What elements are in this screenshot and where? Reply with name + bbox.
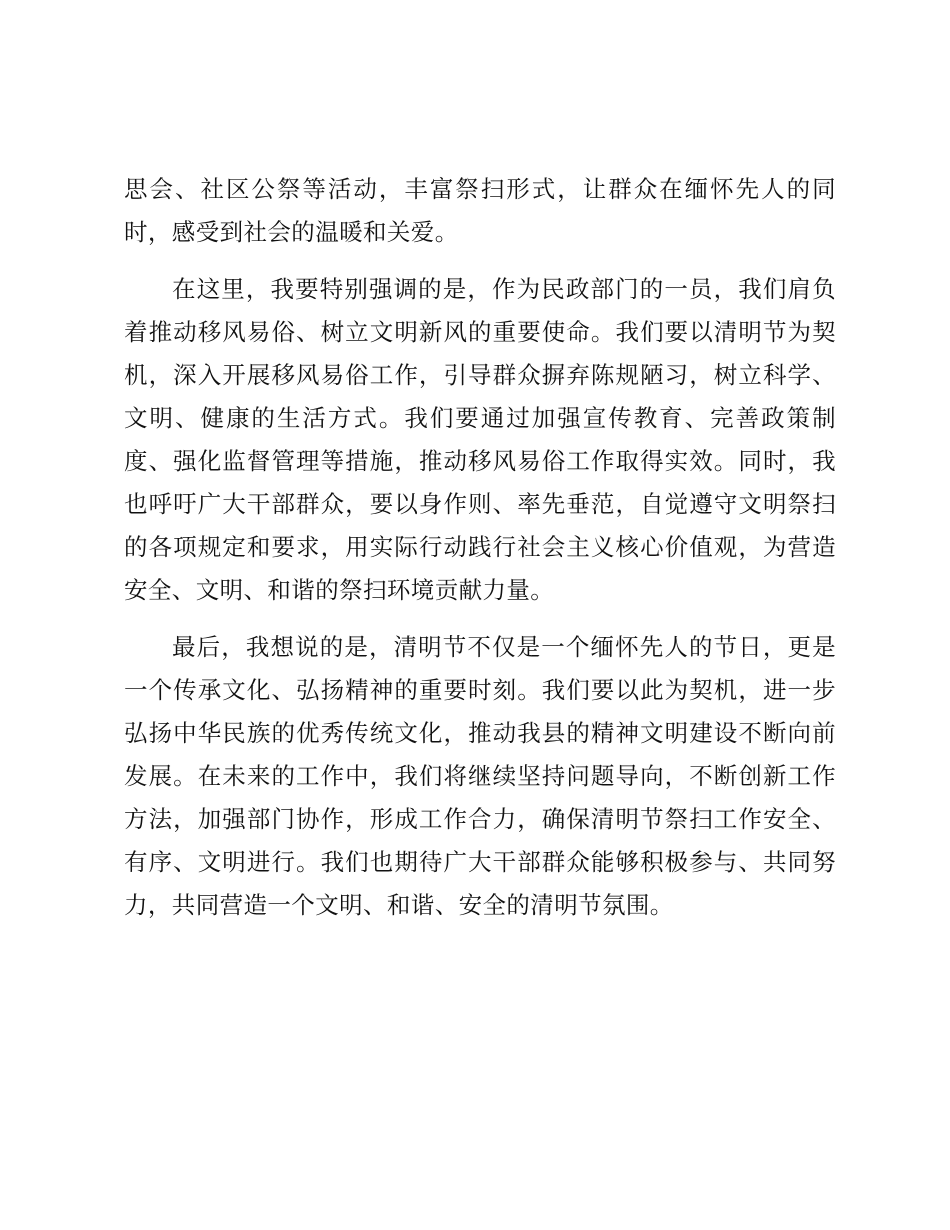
paragraph-continuation: 思会、社区公祭等活动，丰富祭扫形式，让群众在缅怀先人的同时，感受到社会的温暖和关爱。 — [124, 175, 836, 246]
paragraph-civil-affairs-emphasis: 在这里，我要特别强调的是，作为民政部门的一员，我们肩负着推动移风易俗、树立文明新风的重要使命。我们要以清明节为契机，深入开展移风易俗工作，引导群众摒弃陈规陋习，树立科学、文明、健康的生活方式。我们要通过加强宣传教育、完善政策制度、强化监督管理等措施，推动移风易俗工作取得实效。同时，我也呼吁广大干部群众，要以身作则、率先垂范，自觉遵守文明祭扫的各项规定和要求，用实际行动践行社会主义核心价值观，为营造安全、文明、和谐的祭扫环境贡献力量。 — [124, 275, 836, 604]
document-body — [124, 168, 836, 941]
paragraph-conclusion: 最后，我想说的是，清明节不仅是一个缅怀先人的节日，更是一个传承文化、弘扬精神的重要时刻。我们要以此为契机，进一步弘扬中华民族的优秀传统文化，推动我县的精神文明建设不断向前发展。在未来的工作中，我们将继续坚持问题导向，不断创新工作方法，加强部门协作，形成工作合力，确保清明节祭扫工作安全、有序、文明进行。我们也期待广大干部群众能够积极参与、共同努力，共同营造一个文明、和谐、安全的清明节氛围。 — [124, 633, 836, 919]
